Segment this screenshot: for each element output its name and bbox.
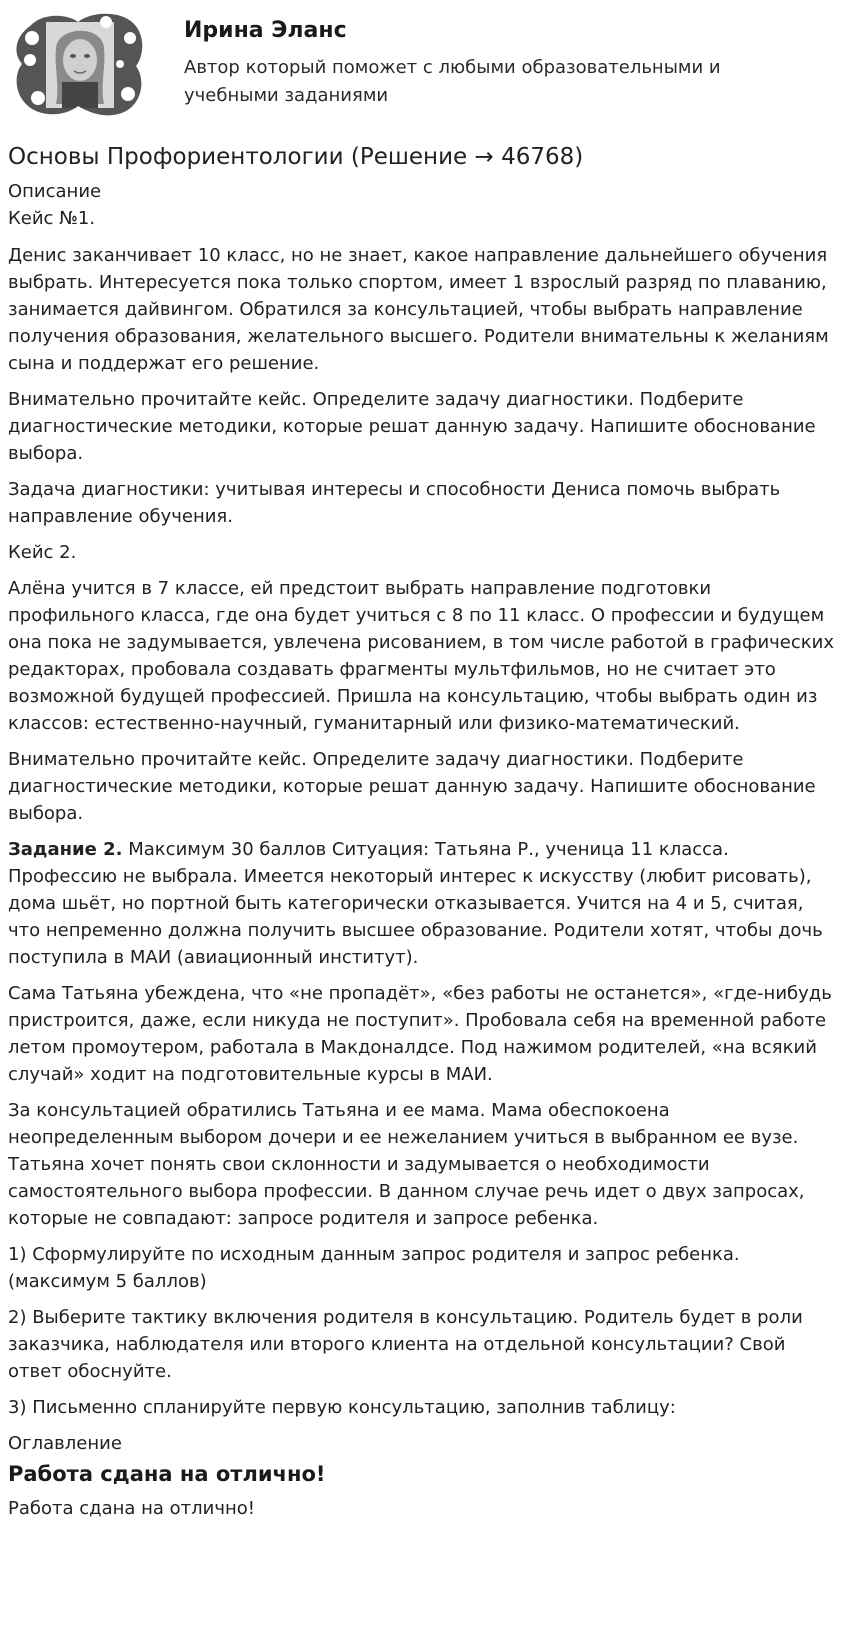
author-name[interactable]: Ирина Эланс	[184, 18, 347, 43]
description-label: Описание	[8, 181, 102, 202]
paragraph: 1) Сформулируйте по исходным данным запрос родителя и запрос ребенка. (максимум 5 баллов)	[8, 1244, 740, 1292]
author-description: Автор который поможет с любыми образовательными и учебными заданиями	[184, 57, 721, 106]
paragraph: 3) Письменно спланируйте первую консультацию, заполнив таблицу:	[8, 1397, 676, 1418]
paragraph: Кейс 2.	[8, 542, 77, 563]
paragraph: За консультацией обратились Татьяна и ее мама. Мама обеспокоена неопределенным выбором дочери и ее нежеланием учиться в выбранном ее вузе. Татьяна хочет понять свои склонности и задумывается о необходимости самостоятельного выбора профессии. В данном случае речь идет о двух запросах, которые не совпадают: запросе родителя и запросе ребенка.	[8, 1100, 805, 1229]
author-photo-icon[interactable]	[8, 8, 148, 120]
avatar-frame	[8, 8, 148, 120]
main-content	[8, 142, 840, 1531]
task2-text: Максимум 30 баллов Ситуация: Татьяна Р., ученица 11 класса. Профессию не выбрала. Имеется некоторый интерес к искусству (любит рисовать), дома шьёт, но портной быть категорически отказывается. Учится на 4 и 5, считая, что непременно должна получить высшее образование. Родители хотят, чтобы дочь поступила в МАИ (авиационный институт).	[8, 839, 823, 968]
toc-label: Оглавление	[8, 1433, 122, 1454]
paragraph: Сама Татьяна убеждена, что «не пропадёт», «без работы не останется», «где-нибудь пристроится, даже, если никуда не поступит». Пробовала себя на временной работе летом промоутером, работала в Макдоналдсе. Под нажимом родителей, «на всякий случай» ходит на подготовительные курсы в МАИ.	[8, 983, 832, 1085]
case1-title: Кейс №1.	[8, 208, 96, 229]
paragraph: 2) Выберите тактику включения родителя в консультацию. Родитель будет в роли заказчика, наблюдателя или второго клиента на отдельной консультации? Свой ответ обоснуйте.	[8, 1307, 803, 1382]
paragraph: Внимательно прочитайте кейс. Определите задачу диагностики. Подберите диагностические методики, которые решат данную задачу. Напишите обоснование выбора.	[8, 389, 816, 464]
task2-label: Задание 2.	[8, 839, 123, 860]
paragraph: Денис заканчивает 10 класс, но не знает, какое направление дальнейшего обучения выбрать. Интересуется пока только спортом, имеет 1 взрослый разряд по плаванию, занимается дайвингом. Обратился за консультацией, чтобы выбрать направление получения образования, желательного высшего. Родители внимательны к желаниям сына и поддержат его решение.	[8, 245, 829, 374]
page-title: Основы Профориентологии (Решение → 46768)	[8, 144, 584, 170]
author-card	[8, 8, 838, 128]
paragraph: Внимательно прочитайте кейс. Определите задачу диагностики. Подберите диагностические методики, которые решат данную задачу. Напишите обоснование выбора.	[8, 749, 816, 824]
result-text: Работа сдана на отлично!	[8, 1498, 255, 1519]
task2-paragraph	[8, 836, 840, 971]
result-heading: Работа сдана на отлично!	[8, 1462, 326, 1486]
paragraph: Алёна учится в 7 классе, ей предстоит выбрать направление подготовки профильного класса, где она будет учиться с 8 по 11 класс. О профессии и будущем она пока не задумывается, увлечена рисованием, в том числе работой в графических редакторах, пробовала создавать фрагменты мультфильмов, но не считает это возможной будущей профессией. Пришла на консультацию, чтобы выбрать один из классов: естественно-научный, гуманитарный или физико-математический.	[8, 578, 834, 734]
paragraph: Задача диагностики: учитывая интересы и способности Дениса помочь выбрать направление обучения.	[8, 479, 781, 527]
